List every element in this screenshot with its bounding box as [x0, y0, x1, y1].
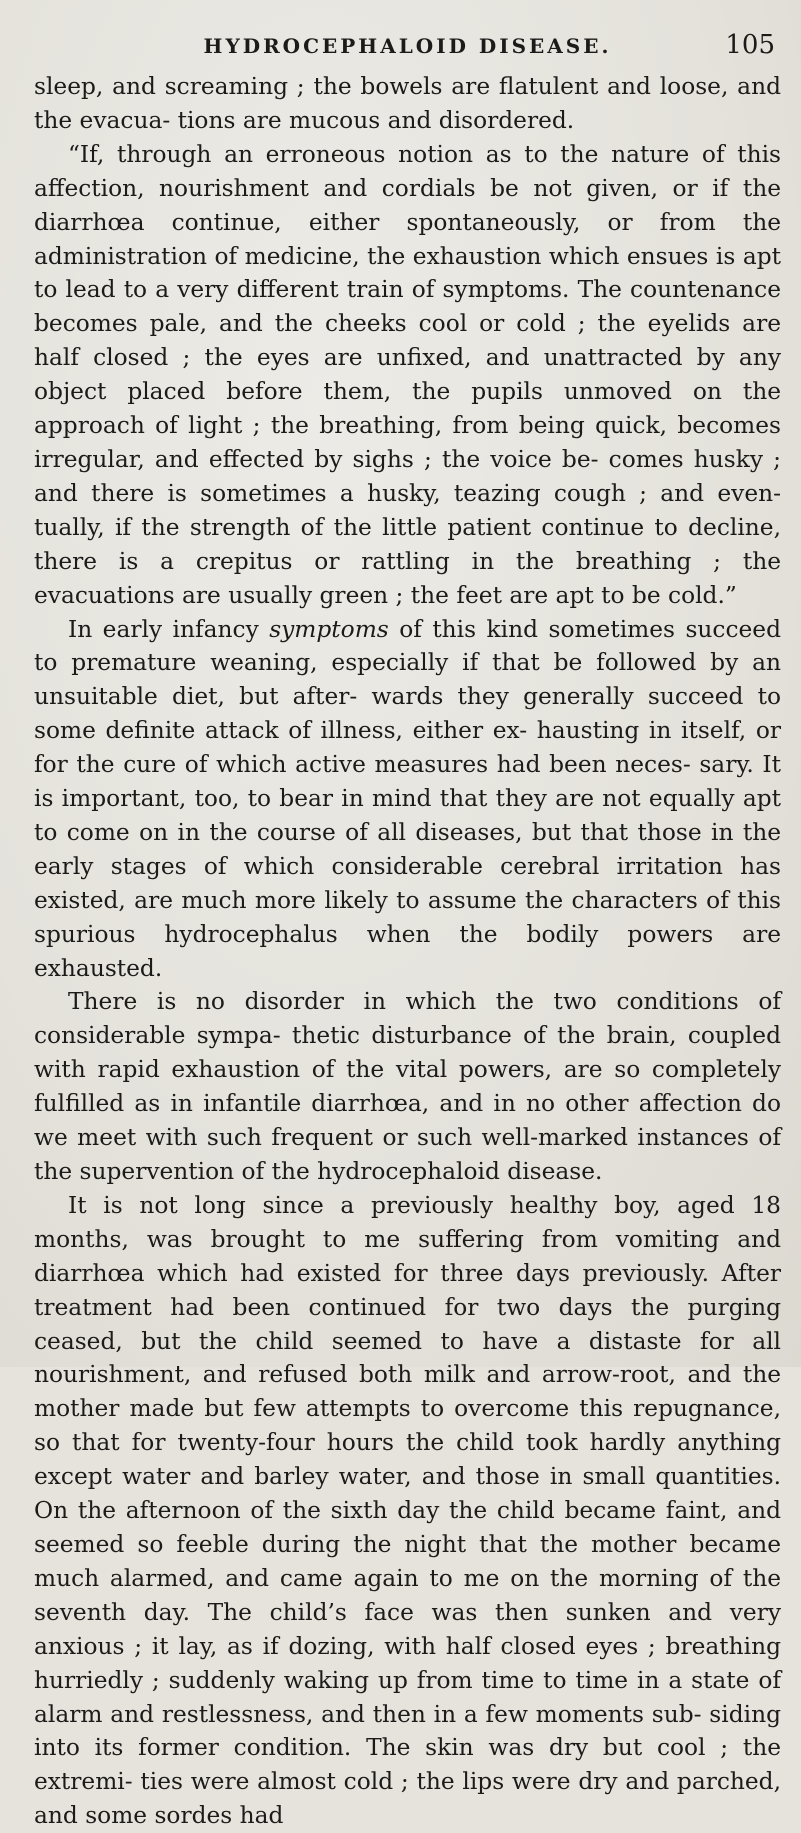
paragraph-2: [34, 138, 781, 613]
paragraph-5-text: It is not long since a previously healthy boy, aged 18 months, was brought to me suffering from vomiting and diarrhœa which had existed for three days previously. After treatment had been continued for two days the purging ceased, but the child seemed to have a distaste for all nourishment, and refused both milk and arrow-root, and the mother made but few attempts to overcome this repugnance, so that for twenty-four hours the child took hardly anything except water and barley water, and those in small quantities. On the afternoon of the sixth day the child became faint, and seemed so feeble during the night that the mother became much alarmed, and came again to me on the morning of the seventh day. The child’s face was then sunken and very anxious ; it lay, as if dozing, with half closed eyes ; breathing hurriedly ; suddenly waking up from time to time in a state of alarm and restlessness, and then in a few moments sub- siding into its former condition. The skin was dry but cool ; the extremi- ties were almost cold ; the lips were dry and parched, and some sordes had: [34, 1191, 781, 1830]
body-text: [34, 70, 781, 1833]
paragraph-4-text: There is no disorder in which the two conditions of considerable sympa- thetic disturbance of the brain, coupled with rapid exhaustion of the vital powers, are so completely fulfilled as in infantile diarrhœa, and in no other affection do we meet with such frequent or such well-marked instances of the supervention of the hydrocephaloid disease.: [34, 988, 781, 1185]
running-head: [34, 26, 781, 66]
paragraph-4: [34, 985, 781, 1188]
paragraph-2-text: “If, through an erroneous notion as to the nature of this affection, nourishment and cordials be not given, or if the diarrhœa continue, either spontaneously, or from the administration of medicine, the exhaustion which ensues is apt to lead to a very different train of symptoms. The countenance becomes pale, and the cheeks cool or cold ; the eyelids are half closed ; the eyes are unfixed, and unattracted by any object placed before them, the pupils unmoved on the approach of light ; the breathing, from being quick, becomes irregular, and effected by sighs ; the voice be- comes husky ; and there is sometimes a husky, teazing cough ; and even- tually, if the strength of the little patient continue to decline, there is a crepitus or rattling in the breathing ; the evacuations are usually green ; the feet are apt to be cold.”: [34, 140, 781, 609]
paragraph-1: [34, 70, 781, 138]
paragraph-1-text: sleep, and screaming ; the bowels are flatulent and loose, and the evacua- tions are mucous and disordered.: [34, 73, 781, 134]
page-number: 105: [725, 30, 775, 60]
paragraph-3-text-end: of this kind sometimes succeed to premature weaning, especially if that be followed by an unsuitable diet, but after- wards they generally succeed to some definite attack of illness, either ex- hausting in itself, or for the cure of which active measures had been neces- sary. It is important, too, to bear in mind that they are not equally apt to come on in the course of all diseases, but that those in the early stages of which considerable cerebral irritation has existed, are much more likely to assume the characters of this spurious hydrocephalus when the bodily powers are exhausted.: [34, 615, 781, 982]
paragraph-3-text-start: In early infancy: [68, 615, 270, 643]
running-title: HYDROCEPHALOID DISEASE.: [203, 34, 612, 58]
paragraph-3: [34, 613, 781, 986]
paragraph-3-emphasis: symptoms: [269, 615, 389, 643]
paragraph-5: [34, 1189, 781, 1833]
